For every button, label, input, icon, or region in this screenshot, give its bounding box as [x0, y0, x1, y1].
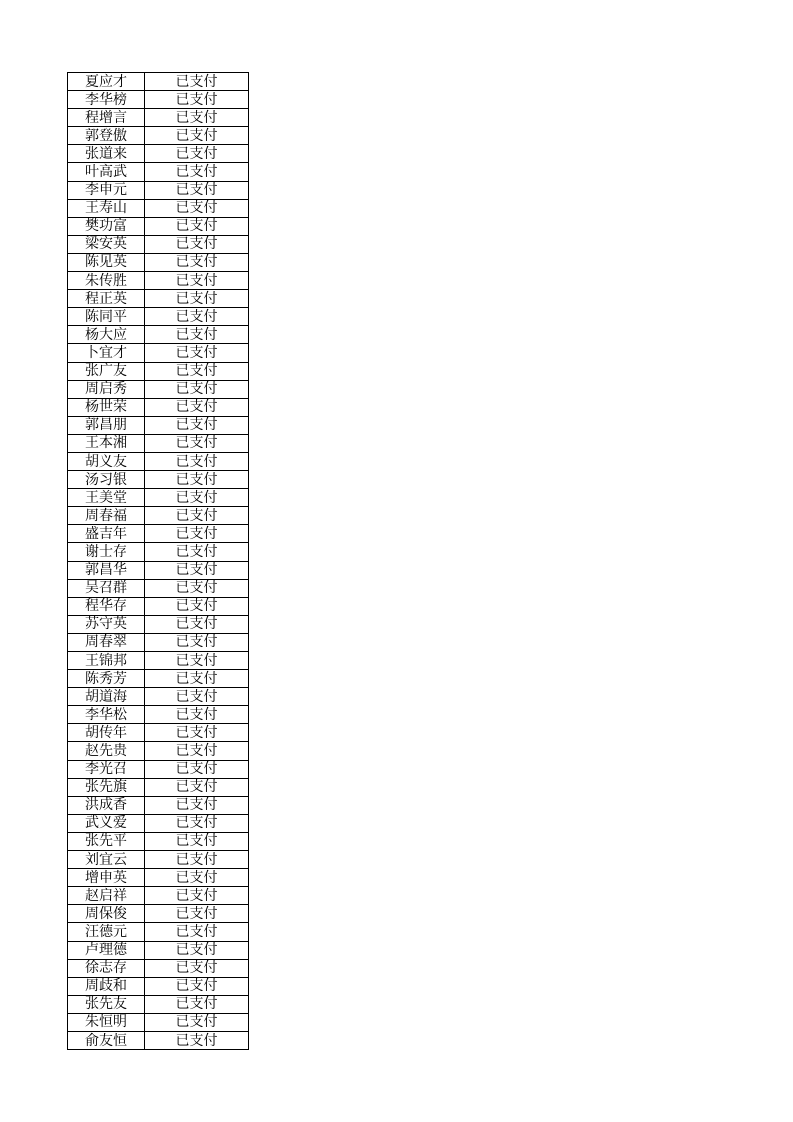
payment-status-cell: 已支付	[145, 489, 249, 507]
name-cell: 李华榜	[68, 91, 145, 109]
payment-status-cell: 已支付	[145, 543, 249, 561]
table-row	[68, 633, 249, 651]
name-cell: 李光召	[68, 760, 145, 778]
payment-status-cell: 已支付	[145, 579, 249, 597]
name-cell: 胡道海	[68, 688, 145, 706]
payment-status-cell: 已支付	[145, 471, 249, 489]
table-row	[68, 814, 249, 832]
table-row	[68, 688, 249, 706]
name-cell: 赵先贵	[68, 742, 145, 760]
table-row	[68, 923, 249, 941]
name-cell: 谢士存	[68, 543, 145, 561]
name-cell: 盛吉年	[68, 525, 145, 543]
name-cell: 郭昌朋	[68, 416, 145, 434]
name-cell: 徐志存	[68, 959, 145, 977]
payment-status-cell: 已支付	[145, 452, 249, 470]
name-cell: 夏应才	[68, 73, 145, 91]
name-cell: 卜宜才	[68, 344, 145, 362]
name-cell: 赵启祥	[68, 887, 145, 905]
payment-status-cell: 已支付	[145, 905, 249, 923]
table-row	[68, 73, 249, 91]
name-cell: 洪成香	[68, 796, 145, 814]
table-row	[68, 217, 249, 235]
name-cell: 张广友	[68, 362, 145, 380]
payment-status-cell: 已支付	[145, 724, 249, 742]
table-row	[68, 579, 249, 597]
name-cell: 周启秀	[68, 380, 145, 398]
payment-status-cell: 已支付	[145, 814, 249, 832]
table-row	[68, 796, 249, 814]
table-row	[68, 851, 249, 869]
payment-status-cell: 已支付	[145, 706, 249, 724]
payment-status-cell: 已支付	[145, 308, 249, 326]
payment-status-cell: 已支付	[145, 615, 249, 633]
table-row	[68, 543, 249, 561]
name-cell: 程华存	[68, 597, 145, 615]
table-row	[68, 905, 249, 923]
table-row	[68, 145, 249, 163]
payment-status-cell: 已支付	[145, 561, 249, 579]
name-cell: 杨世荣	[68, 398, 145, 416]
name-cell: 苏守英	[68, 615, 145, 633]
payment-status-cell: 已支付	[145, 959, 249, 977]
table-row	[68, 272, 249, 290]
name-cell: 胡传年	[68, 724, 145, 742]
payment-status-cell: 已支付	[145, 796, 249, 814]
name-cell: 王本湘	[68, 434, 145, 452]
payment-status-cell: 已支付	[145, 235, 249, 253]
payment-status-cell: 已支付	[145, 181, 249, 199]
name-cell: 汤习银	[68, 471, 145, 489]
payment-status-cell: 已支付	[145, 1031, 249, 1049]
name-cell: 增申英	[68, 869, 145, 887]
payment-status-table	[67, 72, 249, 1050]
name-cell: 王美堂	[68, 489, 145, 507]
payment-status-cell: 已支付	[145, 380, 249, 398]
name-cell: 汪德元	[68, 923, 145, 941]
name-cell: 胡义友	[68, 452, 145, 470]
table-row	[68, 290, 249, 308]
payment-status-cell: 已支付	[145, 507, 249, 525]
name-cell: 刘宜云	[68, 851, 145, 869]
table-row	[68, 398, 249, 416]
payment-status-cell: 已支付	[145, 742, 249, 760]
table-row	[68, 995, 249, 1013]
payment-status-cell: 已支付	[145, 832, 249, 850]
table-row	[68, 1013, 249, 1031]
table-row	[68, 434, 249, 452]
payment-status-cell: 已支付	[145, 145, 249, 163]
table-row	[68, 416, 249, 434]
table-row	[68, 561, 249, 579]
payment-status-cell: 已支付	[145, 941, 249, 959]
table-row	[68, 670, 249, 688]
payment-status-cell: 已支付	[145, 91, 249, 109]
payment-status-cell: 已支付	[145, 869, 249, 887]
table-row	[68, 977, 249, 995]
name-cell: 程正英	[68, 290, 145, 308]
payment-status-cell: 已支付	[145, 109, 249, 127]
table-row	[68, 652, 249, 670]
table-row	[68, 253, 249, 271]
name-cell: 吴召群	[68, 579, 145, 597]
payment-status-cell: 已支付	[145, 977, 249, 995]
name-cell: 周春福	[68, 507, 145, 525]
name-cell: 张道来	[68, 145, 145, 163]
payment-status-cell: 已支付	[145, 344, 249, 362]
name-cell: 朱恒明	[68, 1013, 145, 1031]
table-row	[68, 941, 249, 959]
name-cell: 陈秀芳	[68, 670, 145, 688]
table-row	[68, 235, 249, 253]
table-row	[68, 615, 249, 633]
payment-status-cell: 已支付	[145, 633, 249, 651]
name-cell: 王寿山	[68, 199, 145, 217]
payment-status-cell: 已支付	[145, 398, 249, 416]
payment-status-cell: 已支付	[145, 652, 249, 670]
table-row	[68, 778, 249, 796]
table-row	[68, 597, 249, 615]
name-cell: 李申元	[68, 181, 145, 199]
table-row	[68, 452, 249, 470]
name-cell: 周保俊	[68, 905, 145, 923]
table-row	[68, 525, 249, 543]
table-row	[68, 742, 249, 760]
payment-status-cell: 已支付	[145, 1013, 249, 1031]
table-row	[68, 1031, 249, 1049]
name-cell: 俞友恒	[68, 1031, 145, 1049]
table-row	[68, 887, 249, 905]
table-row	[68, 344, 249, 362]
table-row	[68, 760, 249, 778]
payment-status-cell: 已支付	[145, 253, 249, 271]
payment-status-cell: 已支付	[145, 995, 249, 1013]
name-cell: 张先旗	[68, 778, 145, 796]
name-cell: 郭登傲	[68, 127, 145, 145]
name-cell: 陈同平	[68, 308, 145, 326]
table-row	[68, 362, 249, 380]
payment-status-cell: 已支付	[145, 525, 249, 543]
name-cell: 张先友	[68, 995, 145, 1013]
name-cell: 武义爱	[68, 814, 145, 832]
table-row	[68, 489, 249, 507]
table-body	[68, 73, 249, 1050]
payment-status-cell: 已支付	[145, 73, 249, 91]
payment-status-cell: 已支付	[145, 887, 249, 905]
payment-status-cell: 已支付	[145, 434, 249, 452]
name-cell: 王锦邦	[68, 652, 145, 670]
table-row	[68, 127, 249, 145]
payment-status-cell: 已支付	[145, 127, 249, 145]
name-cell: 程增言	[68, 109, 145, 127]
table-row	[68, 959, 249, 977]
table-row	[68, 471, 249, 489]
payment-status-cell: 已支付	[145, 163, 249, 181]
name-cell: 张先平	[68, 832, 145, 850]
payment-status-cell: 已支付	[145, 217, 249, 235]
payment-status-cell: 已支付	[145, 851, 249, 869]
payment-status-cell: 已支付	[145, 760, 249, 778]
table-row	[68, 91, 249, 109]
payment-status-cell: 已支付	[145, 597, 249, 615]
payment-status-cell: 已支付	[145, 688, 249, 706]
name-cell: 周春翠	[68, 633, 145, 651]
table-row	[68, 199, 249, 217]
payment-status-cell: 已支付	[145, 362, 249, 380]
name-cell: 朱传胜	[68, 272, 145, 290]
table-row	[68, 724, 249, 742]
table-row	[68, 326, 249, 344]
name-cell: 李华松	[68, 706, 145, 724]
name-cell: 梁安英	[68, 235, 145, 253]
payment-status-cell: 已支付	[145, 290, 249, 308]
table-row	[68, 832, 249, 850]
payment-status-cell: 已支付	[145, 199, 249, 217]
payment-status-cell: 已支付	[145, 272, 249, 290]
name-cell: 樊功富	[68, 217, 145, 235]
payment-status-cell: 已支付	[145, 778, 249, 796]
payment-status-cell: 已支付	[145, 670, 249, 688]
name-cell: 周歧和	[68, 977, 145, 995]
payment-status-cell: 已支付	[145, 326, 249, 344]
table-row	[68, 181, 249, 199]
table-row	[68, 706, 249, 724]
table-row	[68, 507, 249, 525]
table-row	[68, 109, 249, 127]
name-cell: 郭昌华	[68, 561, 145, 579]
table-row	[68, 869, 249, 887]
name-cell: 杨大应	[68, 326, 145, 344]
table-row	[68, 163, 249, 181]
payment-status-cell: 已支付	[145, 923, 249, 941]
name-cell: 叶高武	[68, 163, 145, 181]
name-cell: 陈见英	[68, 253, 145, 271]
name-cell: 卢理德	[68, 941, 145, 959]
payment-status-cell: 已支付	[145, 416, 249, 434]
table-row	[68, 380, 249, 398]
table-row	[68, 308, 249, 326]
